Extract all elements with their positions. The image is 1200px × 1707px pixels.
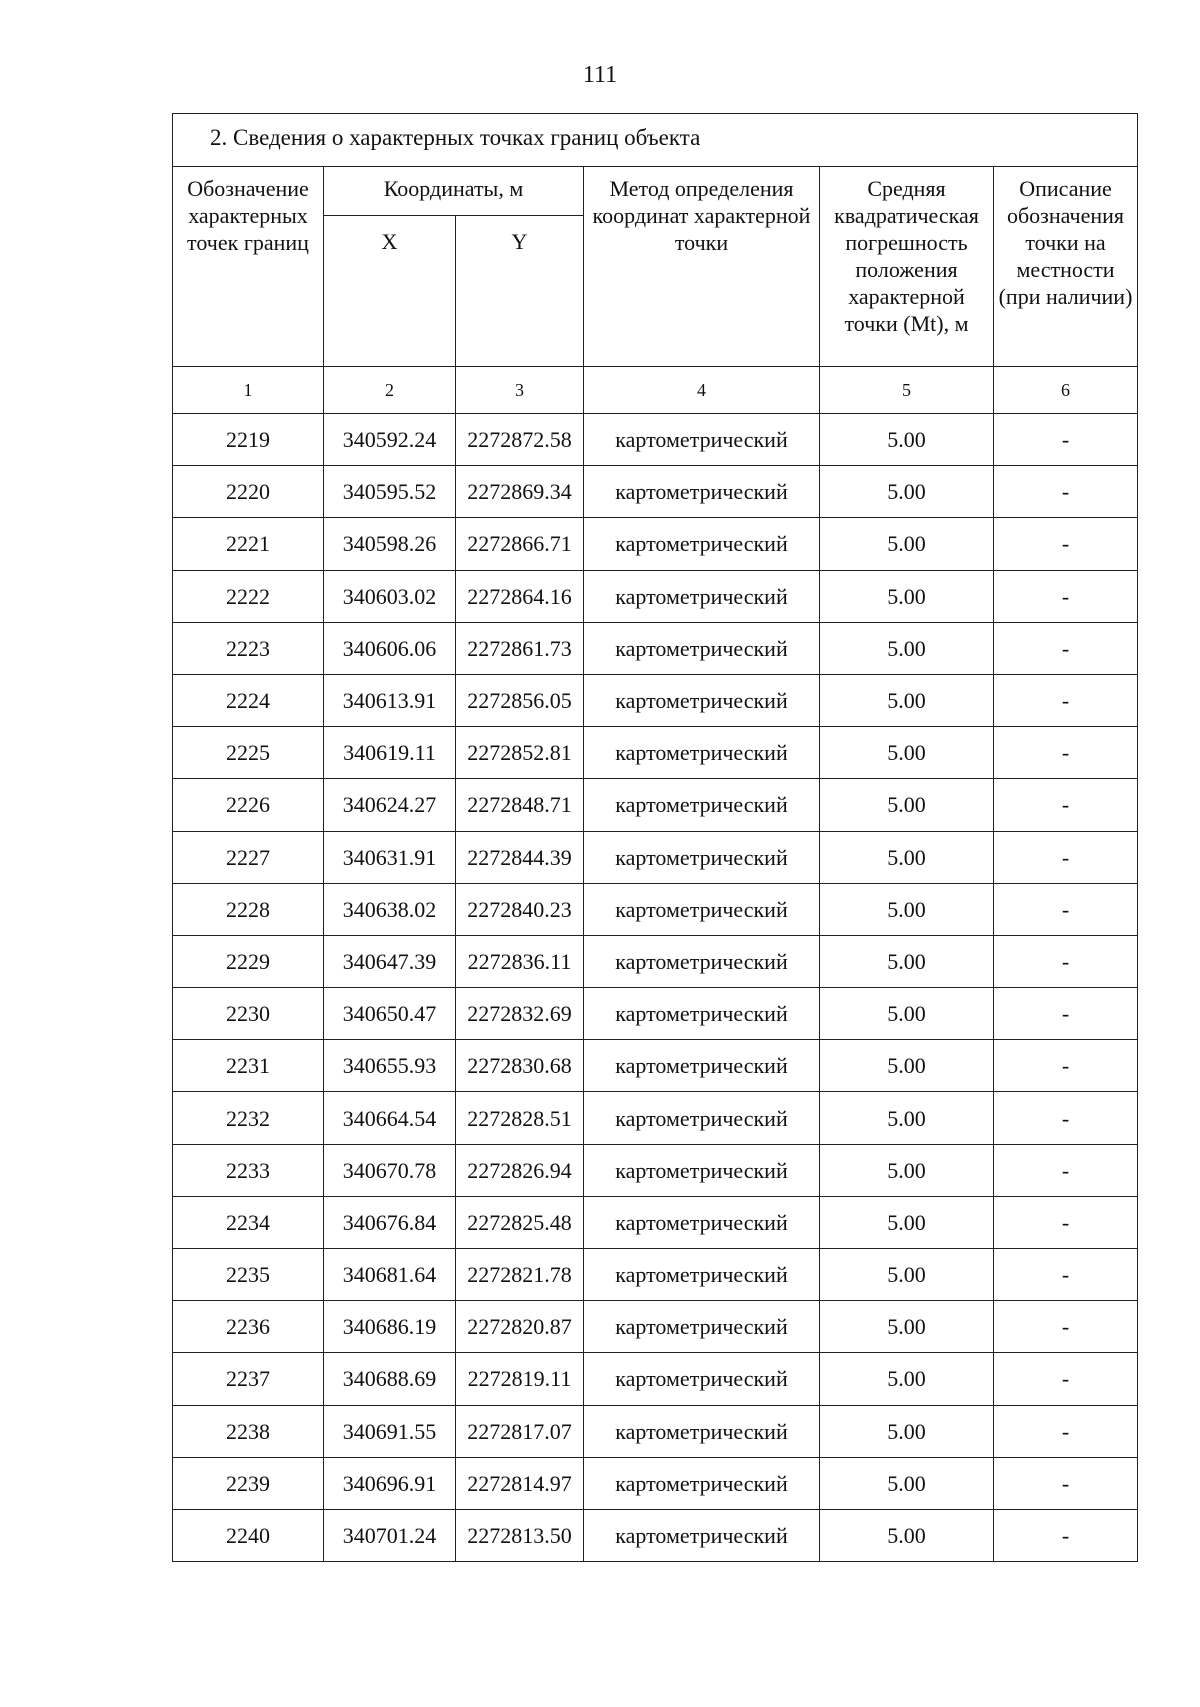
- description-cell: -: [994, 622, 1138, 674]
- point-number-cell: 2223: [173, 622, 324, 674]
- error-cell: 5.00: [820, 518, 994, 570]
- error-cell: 5.00: [820, 1092, 994, 1144]
- error-cell: 5.00: [820, 779, 994, 831]
- page-number: 111: [582, 62, 618, 88]
- table-row: [173, 674, 1138, 726]
- description-cell: -: [994, 1353, 1138, 1405]
- column-number: 6: [994, 367, 1138, 414]
- error-cell: 5.00: [820, 1353, 994, 1405]
- error-cell: 5.00: [820, 622, 994, 674]
- table-row: [173, 883, 1138, 935]
- point-number-cell: 2231: [173, 1040, 324, 1092]
- header-x: X: [324, 216, 456, 367]
- y-coordinate-cell: 2272872.58: [456, 414, 584, 466]
- x-coordinate-cell: 340650.47: [324, 988, 456, 1040]
- point-number-cell: 2234: [173, 1196, 324, 1248]
- method-cell: картометрический: [584, 831, 820, 883]
- error-cell: 5.00: [820, 1405, 994, 1457]
- point-number-cell: 2227: [173, 831, 324, 883]
- section-title-row: [173, 114, 1138, 167]
- description-cell: -: [994, 466, 1138, 518]
- error-cell: 5.00: [820, 988, 994, 1040]
- method-cell: картометрический: [584, 1196, 820, 1248]
- y-coordinate-cell: 2272832.69: [456, 988, 584, 1040]
- y-coordinate-cell: 2272848.71: [456, 779, 584, 831]
- y-coordinate-cell: 2272840.23: [456, 883, 584, 935]
- method-cell: картометрический: [584, 727, 820, 779]
- point-number-cell: 2238: [173, 1405, 324, 1457]
- x-coordinate-cell: 340664.54: [324, 1092, 456, 1144]
- point-number-cell: 2240: [173, 1509, 324, 1561]
- point-number-cell: 2221: [173, 518, 324, 570]
- table-row: [173, 1405, 1138, 1457]
- section-title: 2. Сведения о характерных точках границ объекта: [173, 114, 1138, 167]
- y-coordinate-cell: 2272836.11: [456, 935, 584, 987]
- method-cell: картометрический: [584, 1144, 820, 1196]
- point-number-cell: 2233: [173, 1144, 324, 1196]
- description-cell: -: [994, 779, 1138, 831]
- point-number-cell: 2236: [173, 1301, 324, 1353]
- y-coordinate-cell: 2272852.81: [456, 727, 584, 779]
- table-row: [173, 466, 1138, 518]
- header-description: Описание обозначения точки на местности (при наличии): [994, 167, 1138, 367]
- method-cell: картометрический: [584, 674, 820, 726]
- table-row: [173, 1457, 1138, 1509]
- x-coordinate-cell: 340624.27: [324, 779, 456, 831]
- column-number: 2: [324, 367, 456, 414]
- point-number-cell: 2229: [173, 935, 324, 987]
- table-row: [173, 518, 1138, 570]
- table-row: [173, 779, 1138, 831]
- table-row: [173, 1040, 1138, 1092]
- description-cell: -: [994, 1040, 1138, 1092]
- table-row: [173, 1144, 1138, 1196]
- x-coordinate-cell: 340688.69: [324, 1353, 456, 1405]
- point-number-cell: 2235: [173, 1249, 324, 1301]
- method-cell: картометрический: [584, 1092, 820, 1144]
- column-number: 4: [584, 367, 820, 414]
- error-cell: 5.00: [820, 674, 994, 726]
- error-cell: 5.00: [820, 414, 994, 466]
- header-coordinates: Координаты, м: [324, 167, 584, 216]
- table-row: [173, 988, 1138, 1040]
- header-row: [173, 167, 1138, 216]
- point-number-cell: 2228: [173, 883, 324, 935]
- description-cell: -: [994, 674, 1138, 726]
- x-coordinate-cell: 340676.84: [324, 1196, 456, 1248]
- error-cell: 5.00: [820, 1249, 994, 1301]
- x-coordinate-cell: 340606.06: [324, 622, 456, 674]
- y-coordinate-cell: 2272820.87: [456, 1301, 584, 1353]
- y-coordinate-cell: 2272825.48: [456, 1196, 584, 1248]
- y-coordinate-cell: 2272828.51: [456, 1092, 584, 1144]
- x-coordinate-cell: 340631.91: [324, 831, 456, 883]
- method-cell: картометрический: [584, 1040, 820, 1092]
- x-coordinate-cell: 340681.64: [324, 1249, 456, 1301]
- x-coordinate-cell: 340686.19: [324, 1301, 456, 1353]
- method-cell: картометрический: [584, 1249, 820, 1301]
- table-row: [173, 1092, 1138, 1144]
- y-coordinate-cell: 2272813.50: [456, 1509, 584, 1561]
- error-cell: 5.00: [820, 883, 994, 935]
- description-cell: -: [994, 988, 1138, 1040]
- header-error: Средняя квадратическая погрешность положения характерной точки (Mt), м: [820, 167, 994, 367]
- method-cell: картометрический: [584, 779, 820, 831]
- table-row: [173, 570, 1138, 622]
- description-cell: -: [994, 1249, 1138, 1301]
- column-number: 1: [173, 367, 324, 414]
- error-cell: 5.00: [820, 1196, 994, 1248]
- error-cell: 5.00: [820, 1457, 994, 1509]
- error-cell: 5.00: [820, 831, 994, 883]
- description-cell: -: [994, 831, 1138, 883]
- method-cell: картометрический: [584, 622, 820, 674]
- y-coordinate-cell: 2272844.39: [456, 831, 584, 883]
- error-cell: 5.00: [820, 1040, 994, 1092]
- column-number-row: [173, 367, 1138, 414]
- point-number-cell: 2219: [173, 414, 324, 466]
- y-coordinate-cell: 2272861.73: [456, 622, 584, 674]
- table-row: [173, 935, 1138, 987]
- x-coordinate-cell: 340670.78: [324, 1144, 456, 1196]
- method-cell: картометрический: [584, 1457, 820, 1509]
- y-coordinate-cell: 2272821.78: [456, 1249, 584, 1301]
- error-cell: 5.00: [820, 1509, 994, 1561]
- y-coordinate-cell: 2272864.16: [456, 570, 584, 622]
- description-cell: -: [994, 935, 1138, 987]
- x-coordinate-cell: 340638.02: [324, 883, 456, 935]
- error-cell: 5.00: [820, 727, 994, 779]
- description-cell: -: [994, 414, 1138, 466]
- description-cell: -: [994, 1092, 1138, 1144]
- y-coordinate-cell: 2272826.94: [456, 1144, 584, 1196]
- x-coordinate-cell: 340647.39: [324, 935, 456, 987]
- method-cell: картометрический: [584, 414, 820, 466]
- point-number-cell: 2226: [173, 779, 324, 831]
- header-y: Y: [456, 216, 584, 367]
- method-cell: картометрический: [584, 466, 820, 518]
- header-method: Метод определения координат характерной точки: [584, 167, 820, 367]
- table-row: [173, 1301, 1138, 1353]
- table-row: [173, 414, 1138, 466]
- table-row: [173, 831, 1138, 883]
- description-cell: -: [994, 727, 1138, 779]
- method-cell: картометрический: [584, 570, 820, 622]
- x-coordinate-cell: 340696.91: [324, 1457, 456, 1509]
- y-coordinate-cell: 2272819.11: [456, 1353, 584, 1405]
- method-cell: картометрический: [584, 988, 820, 1040]
- column-number: 5: [820, 367, 994, 414]
- description-cell: -: [994, 518, 1138, 570]
- description-cell: -: [994, 1457, 1138, 1509]
- x-coordinate-cell: 340691.55: [324, 1405, 456, 1457]
- header-point-label: Обозначение характерных точек границ: [173, 167, 324, 367]
- x-coordinate-cell: 340655.93: [324, 1040, 456, 1092]
- point-number-cell: 2220: [173, 466, 324, 518]
- table-row: [173, 1249, 1138, 1301]
- method-cell: картометрический: [584, 883, 820, 935]
- x-coordinate-cell: 340598.26: [324, 518, 456, 570]
- y-coordinate-cell: 2272866.71: [456, 518, 584, 570]
- point-number-cell: 2237: [173, 1353, 324, 1405]
- y-coordinate-cell: 2272814.97: [456, 1457, 584, 1509]
- table-row: [173, 622, 1138, 674]
- table-row: [173, 1509, 1138, 1561]
- point-number-cell: 2239: [173, 1457, 324, 1509]
- boundary-points-table: [172, 113, 1138, 1562]
- method-cell: картометрический: [584, 1301, 820, 1353]
- table-row: [173, 1353, 1138, 1405]
- point-number-cell: 2230: [173, 988, 324, 1040]
- error-cell: 5.00: [820, 935, 994, 987]
- x-coordinate-cell: 340603.02: [324, 570, 456, 622]
- method-cell: картометрический: [584, 518, 820, 570]
- error-cell: 5.00: [820, 1301, 994, 1353]
- point-number-cell: 2225: [173, 727, 324, 779]
- table-row: [173, 1196, 1138, 1248]
- y-coordinate-cell: 2272817.07: [456, 1405, 584, 1457]
- error-cell: 5.00: [820, 466, 994, 518]
- x-coordinate-cell: 340595.52: [324, 466, 456, 518]
- description-cell: -: [994, 1301, 1138, 1353]
- error-cell: 5.00: [820, 1144, 994, 1196]
- point-number-cell: 2232: [173, 1092, 324, 1144]
- point-number-cell: 2222: [173, 570, 324, 622]
- y-coordinate-cell: 2272856.05: [456, 674, 584, 726]
- table-row: [173, 727, 1138, 779]
- description-cell: -: [994, 883, 1138, 935]
- x-coordinate-cell: 340619.11: [324, 727, 456, 779]
- method-cell: картометрический: [584, 1353, 820, 1405]
- description-cell: -: [994, 1196, 1138, 1248]
- x-coordinate-cell: 340613.91: [324, 674, 456, 726]
- description-cell: -: [994, 570, 1138, 622]
- error-cell: 5.00: [820, 570, 994, 622]
- x-coordinate-cell: 340701.24: [324, 1509, 456, 1561]
- method-cell: картометрический: [584, 1405, 820, 1457]
- description-cell: -: [994, 1405, 1138, 1457]
- y-coordinate-cell: 2272830.68: [456, 1040, 584, 1092]
- y-coordinate-cell: 2272869.34: [456, 466, 584, 518]
- description-cell: -: [994, 1144, 1138, 1196]
- x-coordinate-cell: 340592.24: [324, 414, 456, 466]
- description-cell: -: [994, 1509, 1138, 1561]
- method-cell: картометрический: [584, 935, 820, 987]
- point-number-cell: 2224: [173, 674, 324, 726]
- column-number: 3: [456, 367, 584, 414]
- method-cell: картометрический: [584, 1509, 820, 1561]
